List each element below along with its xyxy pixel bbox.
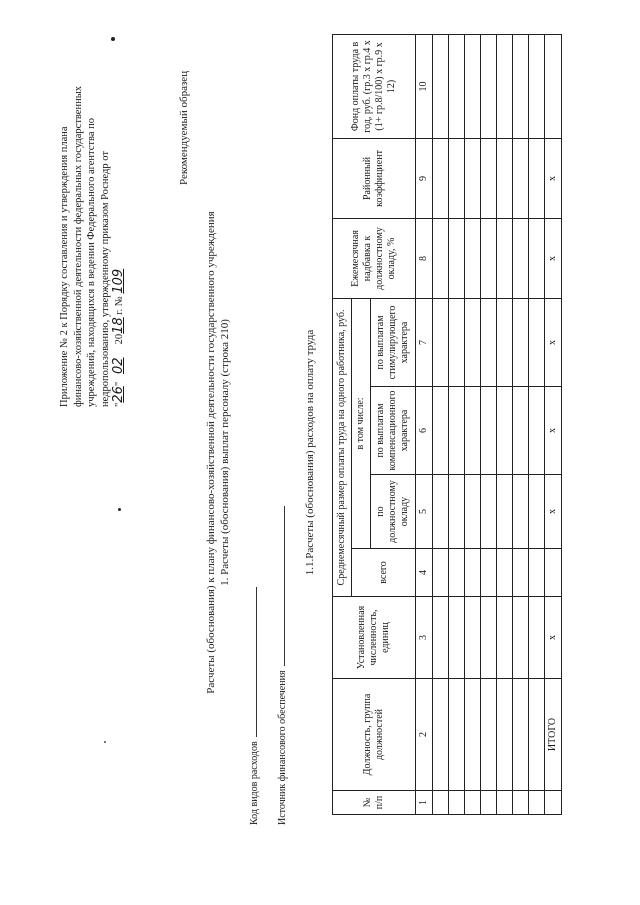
recommended-sample-label: Рекомендуемый образец bbox=[178, 70, 190, 185]
table-row bbox=[449, 34, 465, 814]
header-monthly-bonus: Ежемесячная надбавка к должностному окладу, % bbox=[333, 218, 416, 298]
table-row bbox=[529, 34, 545, 814]
col-index: 2 bbox=[416, 679, 433, 791]
date-month: 02 bbox=[111, 357, 126, 374]
date-quote-open: " bbox=[114, 402, 125, 407]
appendix-header bbox=[58, 22, 127, 407]
header-annual-fund: Фонд оплаты труда в год, руб. (гр.3 х гр.4 х (1+ гр.8/100) х гр.9 х 12) bbox=[333, 34, 416, 138]
expense-code-row bbox=[246, 587, 260, 825]
header-regional-coef: Районный коэффициент bbox=[333, 138, 416, 218]
header-position: Должность, группа должностей bbox=[333, 679, 416, 791]
col-index: 4 bbox=[416, 549, 433, 597]
table-row bbox=[481, 34, 497, 814]
table-row bbox=[497, 34, 513, 814]
total-row bbox=[545, 34, 562, 814]
total-x-salary: x bbox=[545, 475, 562, 549]
table-row bbox=[433, 34, 449, 814]
col-index: 9 bbox=[416, 138, 433, 218]
table-row bbox=[465, 34, 481, 814]
funding-source-row bbox=[274, 506, 288, 825]
header-total: всего bbox=[352, 549, 416, 597]
header-headcount: Установленная численность, единиц bbox=[333, 597, 416, 679]
appendix-line-1: Приложение № 2 к Порядку составления и утверждения плана bbox=[59, 126, 70, 407]
funding-source-label: Источник финансового обеспечения bbox=[277, 670, 288, 825]
header-salary: по должностному окладу bbox=[371, 475, 416, 549]
total-x-compensation: x bbox=[545, 387, 562, 475]
col-index: 5 bbox=[416, 475, 433, 549]
col-index: 8 bbox=[416, 218, 433, 298]
funding-source-blank bbox=[274, 506, 285, 666]
header-including: в том числе: bbox=[352, 298, 371, 548]
document-title: Расчеты (обоснования) к плану финансово-хозяйственной деятельности государственного учреждения bbox=[205, 211, 217, 694]
col-index: 10 bbox=[416, 34, 433, 138]
expense-code-blank bbox=[246, 587, 257, 737]
total-x-bonus: x bbox=[545, 218, 562, 298]
expense-code-label: Код видов расходов bbox=[249, 741, 260, 825]
date-year-prefix: 20 bbox=[114, 333, 125, 345]
col-index: 3 bbox=[416, 597, 433, 679]
scan-dot bbox=[111, 37, 115, 41]
date-year-suffix: г. № bbox=[114, 296, 125, 318]
date-quote-close: " bbox=[114, 381, 125, 387]
appendix-date-line bbox=[112, 22, 127, 407]
appendix-line-4: недропользованию, утвержденному приказом Роснедр от bbox=[99, 151, 111, 407]
date-year: 18 bbox=[111, 317, 126, 334]
appendix-line-2: финансово-хозяйственной деятельности федеральных государственных bbox=[72, 85, 84, 407]
date-day: 26 bbox=[111, 386, 126, 403]
total-label: ИТОГО bbox=[545, 679, 562, 791]
scan-dot bbox=[118, 508, 121, 511]
col-index: 1 bbox=[416, 791, 433, 815]
header-compensation: по выплатам компенсационного характера bbox=[371, 387, 416, 475]
total-x-stimulating: x bbox=[545, 298, 562, 386]
total-x-headcount: x bbox=[545, 597, 562, 679]
col-index: 7 bbox=[416, 298, 433, 386]
total-x-regional: x bbox=[545, 138, 562, 218]
col-index: 6 bbox=[416, 387, 433, 475]
section-title: 1. Расчеты (обоснования) выплат персоналу (строка 210) bbox=[219, 319, 231, 586]
table-row bbox=[513, 34, 529, 814]
column-index-row bbox=[416, 34, 433, 814]
header-stimulating: по выплатам стимулирующего характера bbox=[371, 298, 416, 386]
header-avg-salary: Среднемесячный размер оплаты труда на одного работника, руб. bbox=[333, 298, 352, 596]
header-num: № п/п bbox=[333, 791, 416, 815]
appendix-line-3: учреждений, находящихся в ведении Федерального агентства по bbox=[86, 118, 97, 407]
payroll-calculation-table bbox=[332, 34, 562, 815]
subsection-title: 1.1.Расчеты (обоснования) расходов на оплату труда bbox=[304, 329, 316, 576]
order-number: 109 bbox=[111, 268, 126, 294]
scan-speck bbox=[104, 741, 106, 743]
